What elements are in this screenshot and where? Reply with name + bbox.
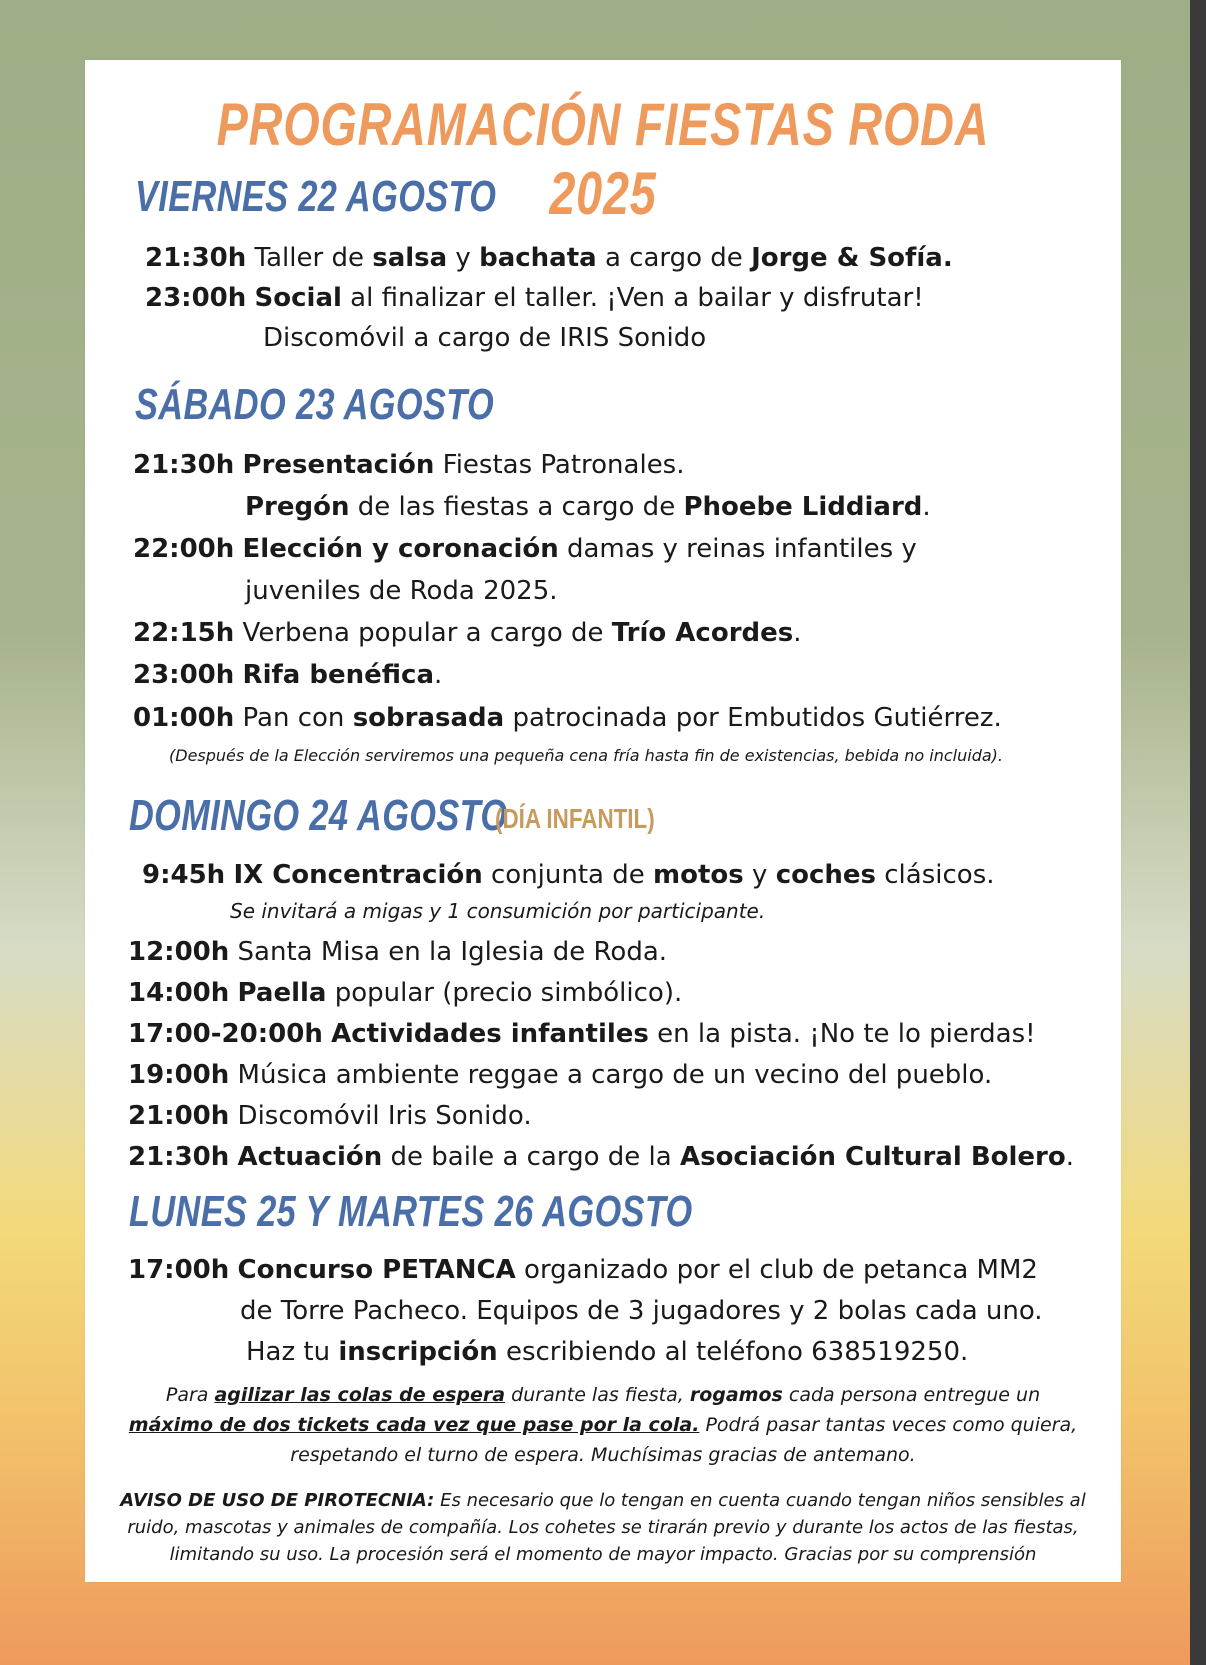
event-line: de Torre Pacheco. Equipos de 3 jugadores y 2 bolas cada uno.: [240, 1296, 1043, 1326]
event-line: 9:45h IX Concentración conjunta de motos y coches clásicos.: [142, 860, 995, 890]
event-note: Se invitará a migas y 1 consumición por participante.: [230, 899, 766, 923]
event-line: 17:00h Concurso PETANCA organizado por el club de petanca MM2: [128, 1255, 1038, 1285]
event-line: 17:00-20:00h Actividades infantiles en la pista. ¡No te lo pierdas!: [128, 1019, 1036, 1049]
event-line: 22:15h Verbena popular a cargo de Trío Acordes.: [133, 618, 802, 648]
event-line: Pregón de las fiestas a cargo de Phoebe Liddiard.: [245, 492, 931, 522]
event-note: (Después de la Elección serviremos una pequeña cena fría hasta fin de existencias, bebida no incluida).: [169, 746, 1003, 765]
event-line: 21:30h Actuación de baile a cargo de la Asociación Cultural Bolero.: [128, 1142, 1074, 1172]
day-heading-sabado: SÁBADO 23 AGOSTO: [135, 380, 495, 429]
window-edge: [1190, 0, 1206, 1665]
event-line: 23:00h Rifa benéfica.: [133, 660, 443, 690]
event-line: 14:00h Paella popular (precio simbólico).: [128, 978, 683, 1008]
event-line: Discomóvil a cargo de IRIS Sonido: [263, 323, 707, 353]
event-line: 21:30h Taller de salsa y bachata a cargo de Jorge & Sofía.: [145, 243, 953, 273]
event-line: 19:00h Música ambiente reggae a cargo de un vecino del pueblo.: [128, 1060, 993, 1090]
event-line: 23:00h Social al finalizar el taller. ¡Ven a bailar y disfrutar!: [145, 283, 924, 313]
event-line: 21:30h Presentación Fiestas Patronales.: [133, 450, 685, 480]
event-line: juveniles de Roda 2025.: [245, 576, 558, 606]
event-line: 01:00h Pan con sobrasada patrocinada por Embutidos Gutiérrez.: [133, 703, 1002, 733]
event-line: 12:00h Santa Misa en la Iglesia de Roda.: [128, 937, 668, 967]
event-line: 22:00h Elección y coronación damas y reinas infantiles y: [133, 534, 917, 564]
page-title: PROGRAMACIÓN FIESTAS RODA 2025: [216, 91, 990, 227]
day-tag: (DÍA INFANTIL): [495, 803, 655, 834]
queue-notice: Para agilizar las colas de espera durante las fiesta, rogamos cada persona entregue un máximo de dos tickets cada vez que pase por la cola. Podrá pasar tantas veces como quiera, respetando el turno de espera. Muchísimas gracias de antemano.: [128, 1384, 1078, 1466]
event-line: Haz tu inscripción escribiendo al teléfono 638519250.: [246, 1337, 969, 1367]
fireworks-notice: AVISO DE USO DE PIROTECNIA: Es necesario que lo tengan en cuenta cuando tengan niños sensibles al ruido, mascotas y animales de compañía. Los cohetes se tirarán previo y durante los actos de las fiestas, limitando su uso. La procesión será el momento de mayor impacto. Gracias por su comprensión: [120, 1490, 1086, 1565]
program-sheet: [85, 60, 1121, 1582]
event-line: 21:00h Discomóvil Iris Sonido.: [128, 1101, 532, 1131]
day-heading-domingo: DOMINGO 24 AGOSTO: [129, 791, 508, 840]
day-heading-lunes-martes: LUNES 25 Y MARTES 26 AGOSTO: [129, 1187, 693, 1236]
day-heading-viernes: VIERNES 22 AGOSTO: [135, 172, 497, 221]
